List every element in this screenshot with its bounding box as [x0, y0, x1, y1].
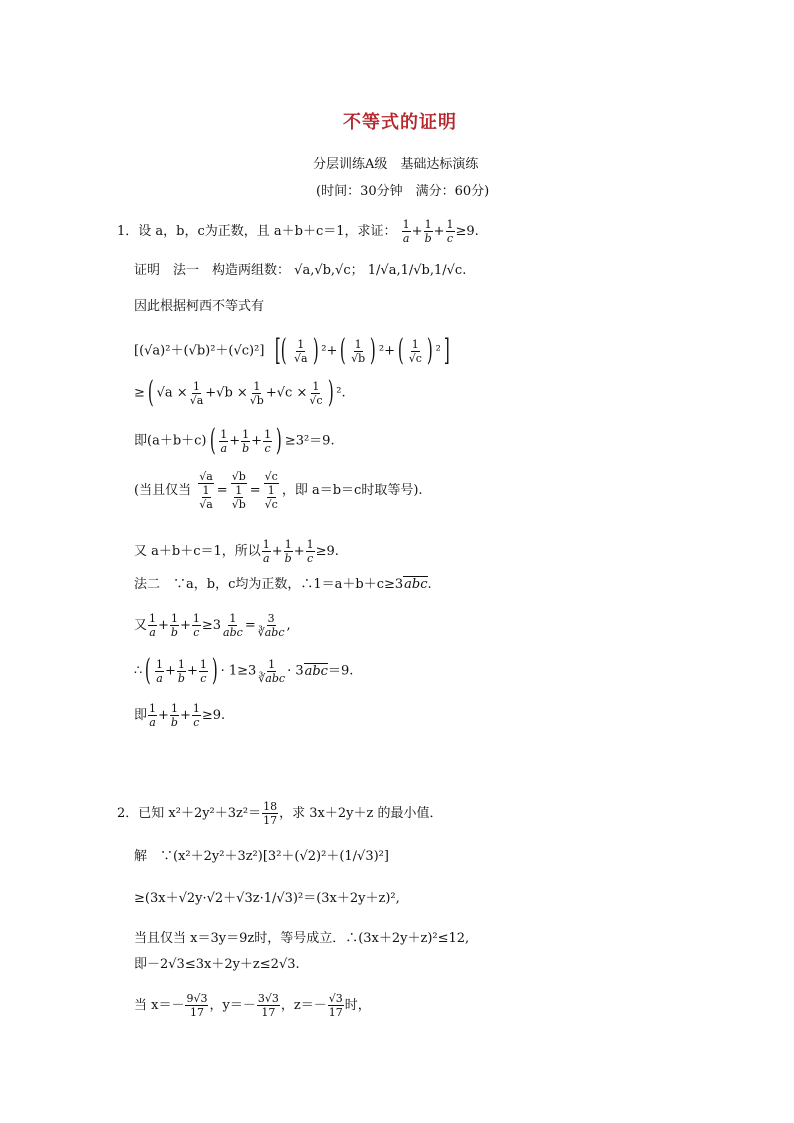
m2l2-geq: ≥3: [201, 618, 222, 633]
method2-text: 法二 ∵a，b，c均为正数，∴1＝a＋b＋c≥3: [134, 577, 404, 592]
q1-method2-line4: 即 $\frac{1}{a}$ + $\frac{1}{b}$ + $\frac{1}{c}$ ≥9.: [134, 702, 226, 729]
q1-proof-line: [134, 262, 466, 280]
q2-l2-geq: ≥: [134, 891, 145, 906]
q2-sol-line3: 当且仅当 x＝3y＝9z时，等号成立．∴(3x＋2y＋z)²≤12,: [134, 931, 470, 946]
m2l3-end: ＝9.: [327, 663, 354, 679]
q2-sol-line4: 即－2√3≤3x＋2y＋z≤2√3.: [134, 957, 300, 972]
q2-sol-line1: [134, 848, 389, 866]
m2l4-left: 即: [134, 708, 148, 723]
time-note: (时间：30分钟 满分：60分): [316, 184, 490, 199]
q1-line5: 又 a＋b＋c＝1，所以 $\frac{1}{a}$ + $\frac{1}{b}$ + $\frac{1}{c}$ ≥9.: [134, 538, 339, 565]
frac-1-over-b: $\frac{1}{b}$: [424, 218, 432, 245]
m2l3-therefore: ∴: [134, 663, 143, 679]
line3-left: 即(a＋b＋c): [134, 433, 207, 449]
line1-left: [(√a)²＋(√b)²＋(√c)²]: [134, 343, 265, 359]
q1-stem-text: 1．设 a，b，c为正数，且 a＋b＋c＝1，求证：: [117, 224, 397, 239]
q1-line3: 即(a＋b＋c)( $\frac{1}{a}$ + $\frac{1}{b}$ + $\frac{1}{c}$ ) ≥3²＝9.: [134, 423, 335, 458]
q2-sol-line2: [134, 890, 400, 908]
section-subtitle: 分层训练A级 基础达标演练: [313, 157, 479, 172]
proof-label: 证明 法一 构造两组数：: [134, 263, 291, 278]
line5-left: 又 a＋b＋c＝1，所以: [134, 544, 261, 559]
q2-sol-right: [3²＋(√2)²＋(1/√3)²]: [262, 849, 389, 864]
line4-end: ，即 a＝b＝c时取等号).: [281, 483, 423, 498]
q1-line1: [(√a)²＋(√b)²＋(√c)²] [( $\frac{1}{√a}$ ) ²+( $\frac{1}{√b}$ ) ²+( $\frac{1}{√c}$ ) ²]: [134, 333, 450, 368]
q1-method2-line2: 又 $\frac{1}{a}$ + $\frac{1}{b}$ + $\frac{1}{c}$ ≥3 $\frac{1}{\text{abc}}$ = $\frac{3}{\text{∛abc}}$ ,: [134, 612, 291, 639]
q1-method2-line3: ∴( $\frac{1}{a}$ + $\frac{1}{b}$ + $\frac{1}{c}$ ) · 1≥3 $\frac{1}{\text{∛abc}}$ · 3abc＝9.: [134, 653, 354, 688]
q2-stem-left: 2．已知 x²＋2y²＋3z²＝: [117, 806, 262, 821]
q2-l5-b: ，y＝－: [209, 998, 256, 1013]
line2-end: ².: [336, 385, 346, 401]
q2-l5-c: ，z＝－: [280, 998, 327, 1013]
m2l3-dot: · 3: [287, 663, 304, 679]
q2-l5-d: 时，: [344, 998, 371, 1013]
line5-end: ≥9.: [315, 544, 339, 559]
m2l3-mid: · 1≥3: [220, 663, 257, 679]
q1-line4: (当且仅当 $\frac{√a}{\frac{1}{√a}}$ = $\frac{√b}{\frac{1}{√b}}$ = $\frac{√c}{\frac{1}{√c}}$ ，即 a＝b＝c时取等号).: [134, 470, 423, 511]
line4-left: (当且仅当: [134, 483, 192, 498]
group-reciprocal: 1/√a,1/√b,1/√c.: [367, 263, 467, 278]
q1-stem: 1．设 a，b，c为正数，且 a＋b＋c＝1，求证： $\frac{1}{a}$ + $\frac{1}{b}$ + $\frac{1}{c}$ ≥9.: [117, 218, 479, 245]
q2-sol-line5: 当 x＝－ $\frac{9√3}{17}$ ，y＝－ $\frac{3√3}{17}$ ，z＝－ $\frac{√3}{17}$ 时，: [134, 992, 371, 1019]
q2-l5-a: 当 x＝－: [134, 998, 185, 1013]
method2-end: .: [427, 577, 432, 592]
q2-stem: [117, 800, 442, 827]
m2l4-end: ≥9.: [201, 708, 226, 723]
q1-stem-end: ≥9.: [455, 224, 479, 239]
frac-1-over-a: $\frac{1}{a}$: [402, 218, 410, 245]
cube-root-abc: abc: [404, 577, 428, 592]
group-sqrt: √a,√b,√c；: [294, 263, 364, 278]
cauchy-text: 因此根据柯西不等式有: [134, 299, 265, 314]
line3-end: ≥3²＝9.: [284, 433, 335, 449]
m2l2-left: 又: [134, 618, 148, 633]
frac-1-over-c: $\frac{1}{c}$: [446, 218, 454, 245]
q1-line2: ≥( √a × $\frac{1}{√a}$ +√b × $\frac{1}{√b}$ +√c × $\frac{1}{√c}$ ) ².: [134, 375, 346, 410]
q1-method2: [134, 576, 432, 594]
q2-stem-right: ，求 3x＋2y＋z 的最小值．: [279, 806, 443, 821]
q2-sol-left: 解 ∵(x²＋2y²＋3z²): [134, 849, 263, 864]
line2-geq: ≥: [134, 385, 145, 401]
q2-l2-text: (3x＋√2y·√2＋√3z·1/√3)²＝(3x＋2y＋z)²,: [144, 891, 400, 906]
frac-18-17: $\frac{18}{17}$: [263, 800, 278, 827]
page-title: 不等式的证明: [343, 112, 457, 133]
